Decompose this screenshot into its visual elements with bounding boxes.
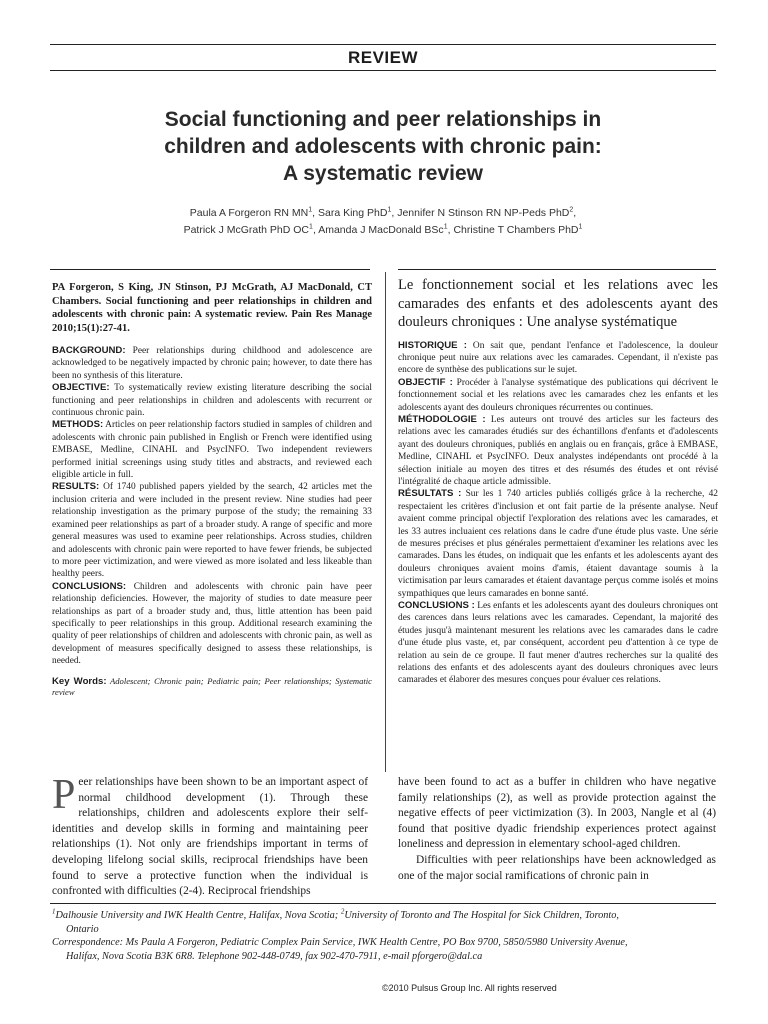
- author-name: Patrick J McGrath PhD OC: [183, 224, 310, 236]
- abstract-resultats: [398, 488, 718, 600]
- background-label: BACKGROUND:: [52, 345, 126, 356]
- abstract-objectif: [398, 377, 718, 414]
- author-name: Jennifer N Stinson RN NP-Peds PhD: [397, 207, 570, 219]
- dropcap: P: [52, 772, 76, 818]
- abstract-english: [52, 281, 372, 699]
- methodologie-label: MÉTHODOLOGIE :: [398, 413, 486, 425]
- french-title: Le fonctionnement social et les relations avec les camarades des enfants et des adolescents ayant des douleurs chroniques : Une analyse systématique: [398, 277, 718, 330]
- author-name: Amanda J MacDonald BSc: [318, 224, 444, 236]
- author-line: [60, 222, 706, 239]
- author-separator: ,: [447, 224, 454, 236]
- abstract-conclusions: [52, 581, 372, 668]
- author-line: [60, 205, 706, 222]
- footnotes: [52, 909, 718, 963]
- author-affiliation-mark: 1: [578, 223, 583, 231]
- abstract-background: [52, 345, 372, 382]
- header-rule-bottom: [50, 70, 716, 71]
- body-paragraph: Difficulties with peer relationships have been acknowledged as one of the major social ramifications of chronic pain in: [398, 853, 716, 882]
- correspondence-cont: Halifax, Nova Scotia B3K 6R8. Telephone 902-448-0749, fax 902-470-7911, e-mail pforgero@dal.ca: [66, 950, 483, 962]
- conclusions-fr-label: CONCLUSIONS :: [398, 600, 475, 612]
- author-affiliation-mark: 2: [569, 206, 574, 214]
- author-name: Christine T Chambers PhD: [453, 224, 579, 236]
- section-label: REVIEW: [347, 48, 419, 67]
- methods-text: Articles on peer relationship factors studied in samples of children and adolescents with chronic pain published in English or French were identified using EMBASE, Medline, CINAHL and PsycINFO. Two independent reviewers performed initial screenings using study titles and abstracts, and reviewed each eligible article in full.: [52, 420, 372, 481]
- keywords-text: Adolescent; Chronic pain; Pediatric pain; Peer relationships; Systematic review: [52, 675, 372, 698]
- author-affiliation-mark: 1: [443, 223, 448, 231]
- affiliation-mark: 2: [340, 907, 345, 916]
- conclusions-label: CONCLUSIONS:: [52, 580, 127, 592]
- author-separator: ,: [573, 207, 577, 219]
- title-line: children and adolescents with chronic pain:: [164, 135, 602, 158]
- author-separator: ,: [391, 207, 398, 219]
- author-list: [60, 205, 706, 239]
- body-paragraph: eer relationships have been shown to be an important aspect of normal childhood development (1). Through these relationships, children and adolescents explore their self-identities and develop skills in forming and maintaining peer relationships (1). Not only are friendships important in terms of developing lifelong social skills, reciprocal friendships have been found to serve a protective function when the individual is confronted with difficulties (2-4). Reciprocal friendships: [52, 776, 368, 898]
- background-text: Peer relationships during childhood and adolescence are acknowledged to be negatively impacted by chronic pain; however, to date there has been no synthesis of this literature.: [52, 346, 372, 381]
- keywords-label: Key Words:: [52, 675, 107, 687]
- article-title: [60, 106, 706, 187]
- affiliation-1: Dalhousie University and IWK Health Centre, Halifax, Nova Scotia;: [55, 910, 341, 921]
- objective-label: OBJECTIVE:: [52, 382, 110, 394]
- abstract-french: [398, 276, 718, 687]
- abstract-conclusions-fr: [398, 600, 718, 687]
- resultats-label: RÉSULTATS :: [398, 488, 462, 500]
- resultats-text: Sur les 1 740 articles publiés colligés grâce à la recherche, 42 respectaient les critères d'inclusion et ont fait partie de la présente analyse. Neuf avaient comme principal objectif l'exploration des relations avec les camarades, et les 33 autres incluaient ces relations dans le cadre d'une étude plus vaste. Une série de mesures précises et plus générales permettaient d'examiner les relations avec les camarades. Dans les études, on indiquait que les enfants et les adolescents ayant des douleurs chroniques avaient moins d'amis, étaient davantage soumis à la victimisation par leurs camarades et étaient davantage perçus comme isolés et moins sympathiques que leurs camarades en bonne santé.: [398, 489, 718, 599]
- conclusions-text: Children and adolescents with chronic pain have peer relationship deficiencies. However, the majority of studies to date measure peer relationships as part of a broader study and, thus, little attention has been paid specifically to peer relationships in this group. Additional research examining the quality of peer relationships of children and adolescents with chronic pain, as well as development of measures specifically designed to assess these relationships, is needed.: [52, 581, 372, 667]
- author-affiliation-mark: 1: [387, 206, 392, 214]
- objectif-text: Procéder à l'analyse systématique des publications qui décrivent le fonctionnement social et les relations avec les camarades chez les enfants et les adolescents ayant des douleurs chroniques récurrentes ou continues.: [398, 377, 718, 413]
- footnote-rule: [50, 903, 716, 904]
- affiliation-mark: 1: [52, 907, 56, 916]
- column-divider: [385, 272, 386, 772]
- citation: PA Forgeron, S King, JN Stinson, PJ McGrath, AJ MacDonald, CT Chambers. Social functioning and peer relationships in children and adolescents with chronic pain: A systematic review. Pain Res Manage 2010;15(1):27-41.: [52, 282, 372, 334]
- author-affiliation-mark: 1: [308, 206, 313, 214]
- abstract-historique: [398, 340, 718, 377]
- abstract-objective: [52, 382, 372, 419]
- author-name: Sara King PhD: [318, 207, 388, 219]
- body-paragraph: have been found to act as a buffer in children who have negative family relationships (2), as well as provide protection against the negative effects of peer victimization (3). In 2003, Nangle et al (4) found that positive dyadic friendship experiences protect against loneliness and depression in elementary school-aged children.: [398, 776, 716, 851]
- abstract-rule-left: [50, 269, 370, 270]
- objectif-label: OBJECTIF :: [398, 376, 453, 388]
- abstract-methodologie: [398, 414, 718, 488]
- results-text: Of 1740 published papers yielded by the search, 42 articles met the inclusion criteria and were included in the present review. Nine studies had peer relationship investigation as the primary purpose of the study; the remaining 33 examined peer relationships as part of a broader study. A range of specific and more general measures was used to examine peer relationships. Across studies, children and adolescents with chronic pain were reported to have fewer friends, be subjected to more peer victimization, and were viewed as more isolated and less likeable than healthy peers.: [52, 482, 372, 580]
- correspondence: Correspondence: Ms Paula A Forgeron, Pediatric Complex Pain Service, IWK Health Centre, PO Box 9700, 5850/5980 University Avenue,: [52, 937, 628, 948]
- author-name: Paula A Forgeron RN MN: [189, 207, 309, 219]
- abstract-results: [52, 481, 372, 580]
- title-line: A systematic review: [282, 162, 483, 185]
- abstract-rule-right: [398, 269, 716, 270]
- author-separator: ,: [312, 224, 319, 236]
- body-column-right: [398, 775, 716, 884]
- affiliations: [52, 909, 718, 923]
- historique-text: On sait que, pendant l'enfance et l'adolescence, la douleur chronique peut nuire aux relations avec les camarades. Cependant, il n'existe pas encore de synthèse des publications sur le sujet.: [398, 340, 718, 376]
- methods-label: METHODS:: [52, 419, 104, 431]
- affiliation-cont: Ontario: [66, 923, 99, 935]
- historique-label: HISTORIQUE :: [398, 339, 467, 351]
- conclusions-fr-text: Les enfants et les adolescents ayant des douleurs chroniques ont des carences dans leurs relations avec les camarades. Cependant, la majorité des études jusqu'à maintenant mesurent les relations avec les camarades dans le cadre d'une étude plus vaste, et, par conséquent, accordent peu d'attention à ce type de relation au sein de ce groupe. Il faut mener d'autres recherches sur la qualité des relations des enfants et des adolescents ayant des douleurs chroniques avec leurs camarades et élaborer des mesures conçues pour évaluer ces relations.: [398, 601, 719, 686]
- results-label: RESULTS:: [52, 481, 100, 493]
- copyright: ©2010 Pulsus Group Inc. All rights reserved: [382, 983, 557, 993]
- author-separator: ,: [312, 207, 318, 219]
- objective-text: To systematically review existing literature describing the social functioning and peer relationships in children and adolescents with recurrent or continuous chronic pain.: [52, 383, 372, 419]
- affiliation-2: University of Toronto and The Hospital for Sick Children, Toronto,: [344, 910, 620, 921]
- author-affiliation-mark: 1: [309, 223, 313, 231]
- header-rule-top: [50, 44, 716, 45]
- methodologie-text: Les auteurs ont trouvé des articles sur les facteurs des relations avec les camarades étudiés sur des échantillons d'enfants et d'adolescents ayant des douleurs chroniques, publiés en anglais ou en français, grâce à EMBASE, Medline, CINAHL et PsycINFO. Deux analystes indépendants ont procédé à la sélection initiale au moyen des titres et des résumés des études et ont révisé l'intégralité de chaque article admissible.: [398, 414, 718, 487]
- title-line: Social functioning and peer relationships in: [164, 108, 602, 131]
- abstract-methods: [52, 419, 372, 481]
- keywords: [52, 676, 372, 699]
- body-column-left: [52, 772, 368, 900]
